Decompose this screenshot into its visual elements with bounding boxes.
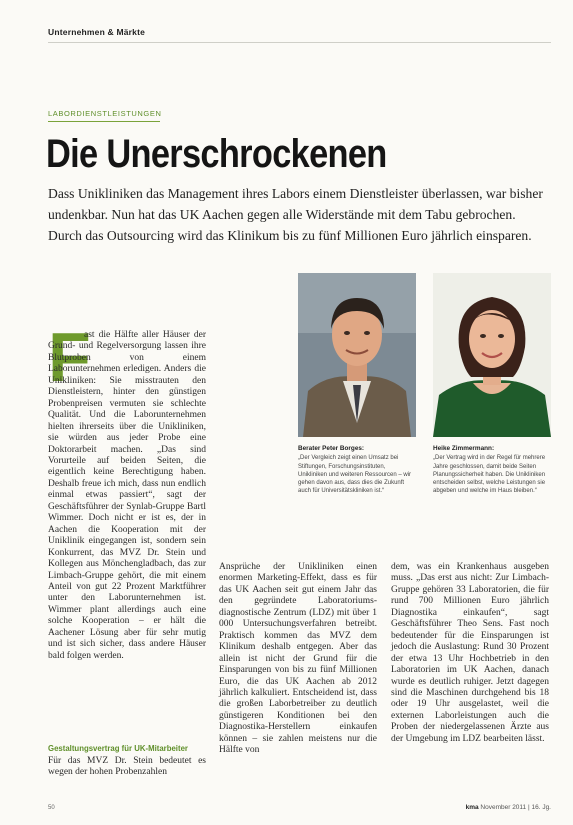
- drop-cap: F: [48, 318, 91, 396]
- portrait-man-illustration: [298, 273, 416, 437]
- caption-text: „Der Vertrag wird in der Regel für mehrere Jahre geschlossen, damit beide Seiten Planungssicherheit haben. Die Unikliniken entscheiden selbst, welche Leistungen sie abgeben und welche im Haus bleiben.“: [433, 455, 546, 495]
- article-lead: Dass Unikliniken das Management ihres Labors einem Dienstleister überlassen, war bisher undenkbar. Nun hat das UK Aachen gegen alle Widerstände mit dem Tabu gebrochen. Durch das Outsourcing wird das Klinikum bis zu fünf Millionen Euro jährlich einsparen.: [48, 186, 543, 243]
- footer-issue: November 2011 | 16. Jg.: [480, 804, 551, 811]
- portrait-photo-woman: [433, 273, 551, 437]
- body-column-2: Ansprüche der Unikliniken einen enormen Marketing-Effekt, dass es für das UK Aachen seit gut einem Jahr das den gegründete Laboratoriums-diagnostische Zentrum (LDZ) mit über 1 000 Untersuchungsverfahren betreibt. Praktisch kommen das MVZ dem Klinikum deshalb entgegen. Aber das allein ist nicht der Grund für die Einsparungen von bis zu fünf Millionen Euro, die das UK Aachen ab 2012 jährlich kalkuliert. Entscheidend ist, dass die großen Laborbetreiber zu deutlich günstigeren Konditionen bei den Diagnostika-Herstellern einkaufen können – sie zahlen meistens nur die Hälfte von: [219, 562, 377, 756]
- section-header: Unternehmen & Märkte: [48, 27, 146, 37]
- page-number: 50: [48, 805, 55, 811]
- portrait-woman-illustration: [433, 273, 551, 437]
- caption-name: Berater Peter Borges:: [298, 445, 365, 452]
- photo-caption: [298, 445, 416, 496]
- footer-issue-info: [466, 804, 551, 811]
- photo-caption: [433, 445, 551, 496]
- body-column-3: dem, was ein Krankenhaus ausgeben muss. „Das erst aus nicht: Zur Limbach-Gruppe gehören 33 Laboratorien, die für rund 700 Millionen Euro jährlich Diagnostika einkaufen“, sagt Geschäftsführer Theo Sens. Fast noch bedeutender für die Einsparungen ist jedoch die Auslastung: Rund 30 Prozent der etwa 13 Uhr Hochbetrieb in den Laboratorien im UK Aachen, danach wurde es deutlich ruhiger. Jetzt dagegen sind die Maschinen durchgehend bis 18 oder 19 Uhr ausgelastet, weil die externen Laborleistungen auch die Proben der niedergelassenen Ärzte aus der Umgebung im LDZ bearbeiten lässt.: [391, 562, 549, 744]
- column-subheading: Gestaltungsvertrag für UK-Mitarbeiter: [48, 744, 188, 753]
- body-column-1-continued: Für das MVZ Dr. Stein bedeutet es wegen der hohen Probenzahlen: [48, 756, 206, 778]
- header-rule: [48, 42, 551, 43]
- caption-text: „Der Vergleich zeigt einen Umsatz bei Stiftungen, Forschungsinstituten, Unikliniken und weiteren Ressourcen – wir gehen davon aus, dass dies die Zukunft auch für Universitätskliniken ist.“: [298, 455, 412, 495]
- article-headline: Die Unerschrockenen: [46, 132, 387, 176]
- portrait-photo-man: [298, 273, 416, 437]
- footer-brand: kma: [465, 804, 479, 811]
- body-column-1: ast die Hälfte aller Häuser der Grund- und Regelversorgung lassen ihre Blutproben von einem Laborunternehmen erledigen. Anders die Unikliniken: Sie misstrauten den Dienstleistern, hinter den günstigen Probenpreisen vermuten sie schlechte Qualität. Und die Laborunternehmen hielten ihrerseits über die Unikliniken, sie würden aus jeder Probe eine Doktorarbeit machen. „Das sind Vorurteile auf beiden Seiten, die eigentlich keine Berechtigung haben. Deshalb freue ich mich, dass nun endlich einmal etwas passiert“, sagt der Geschäftsführer der Synlab-Gruppe Bartl Wimmer. Doch nicht er ist es, der in Aachen die Kooperation mit der Uniklinik eingegangen ist, sondern sein Konkurrent, das MVZ Dr. Stein und Kollegen aus Mönchengladbach, das zur Limbach-Gruppe gehört, die mit einem Anteil von gut 22 Prozent Marktführer unter den Laborunternehmen ist. Wimmer plant allerdings auch eine solche Kooperation – er hält die Aachener Lösung aber für sehr mutig und ist sich sicher, dass andere Häuser bald folgen werden.: [48, 330, 206, 661]
- article-kicker: LABORDIENSTLEISTUNGEN: [48, 109, 162, 118]
- kicker-rule: [48, 121, 160, 122]
- caption-name: Heike Zimmermann:: [433, 445, 495, 452]
